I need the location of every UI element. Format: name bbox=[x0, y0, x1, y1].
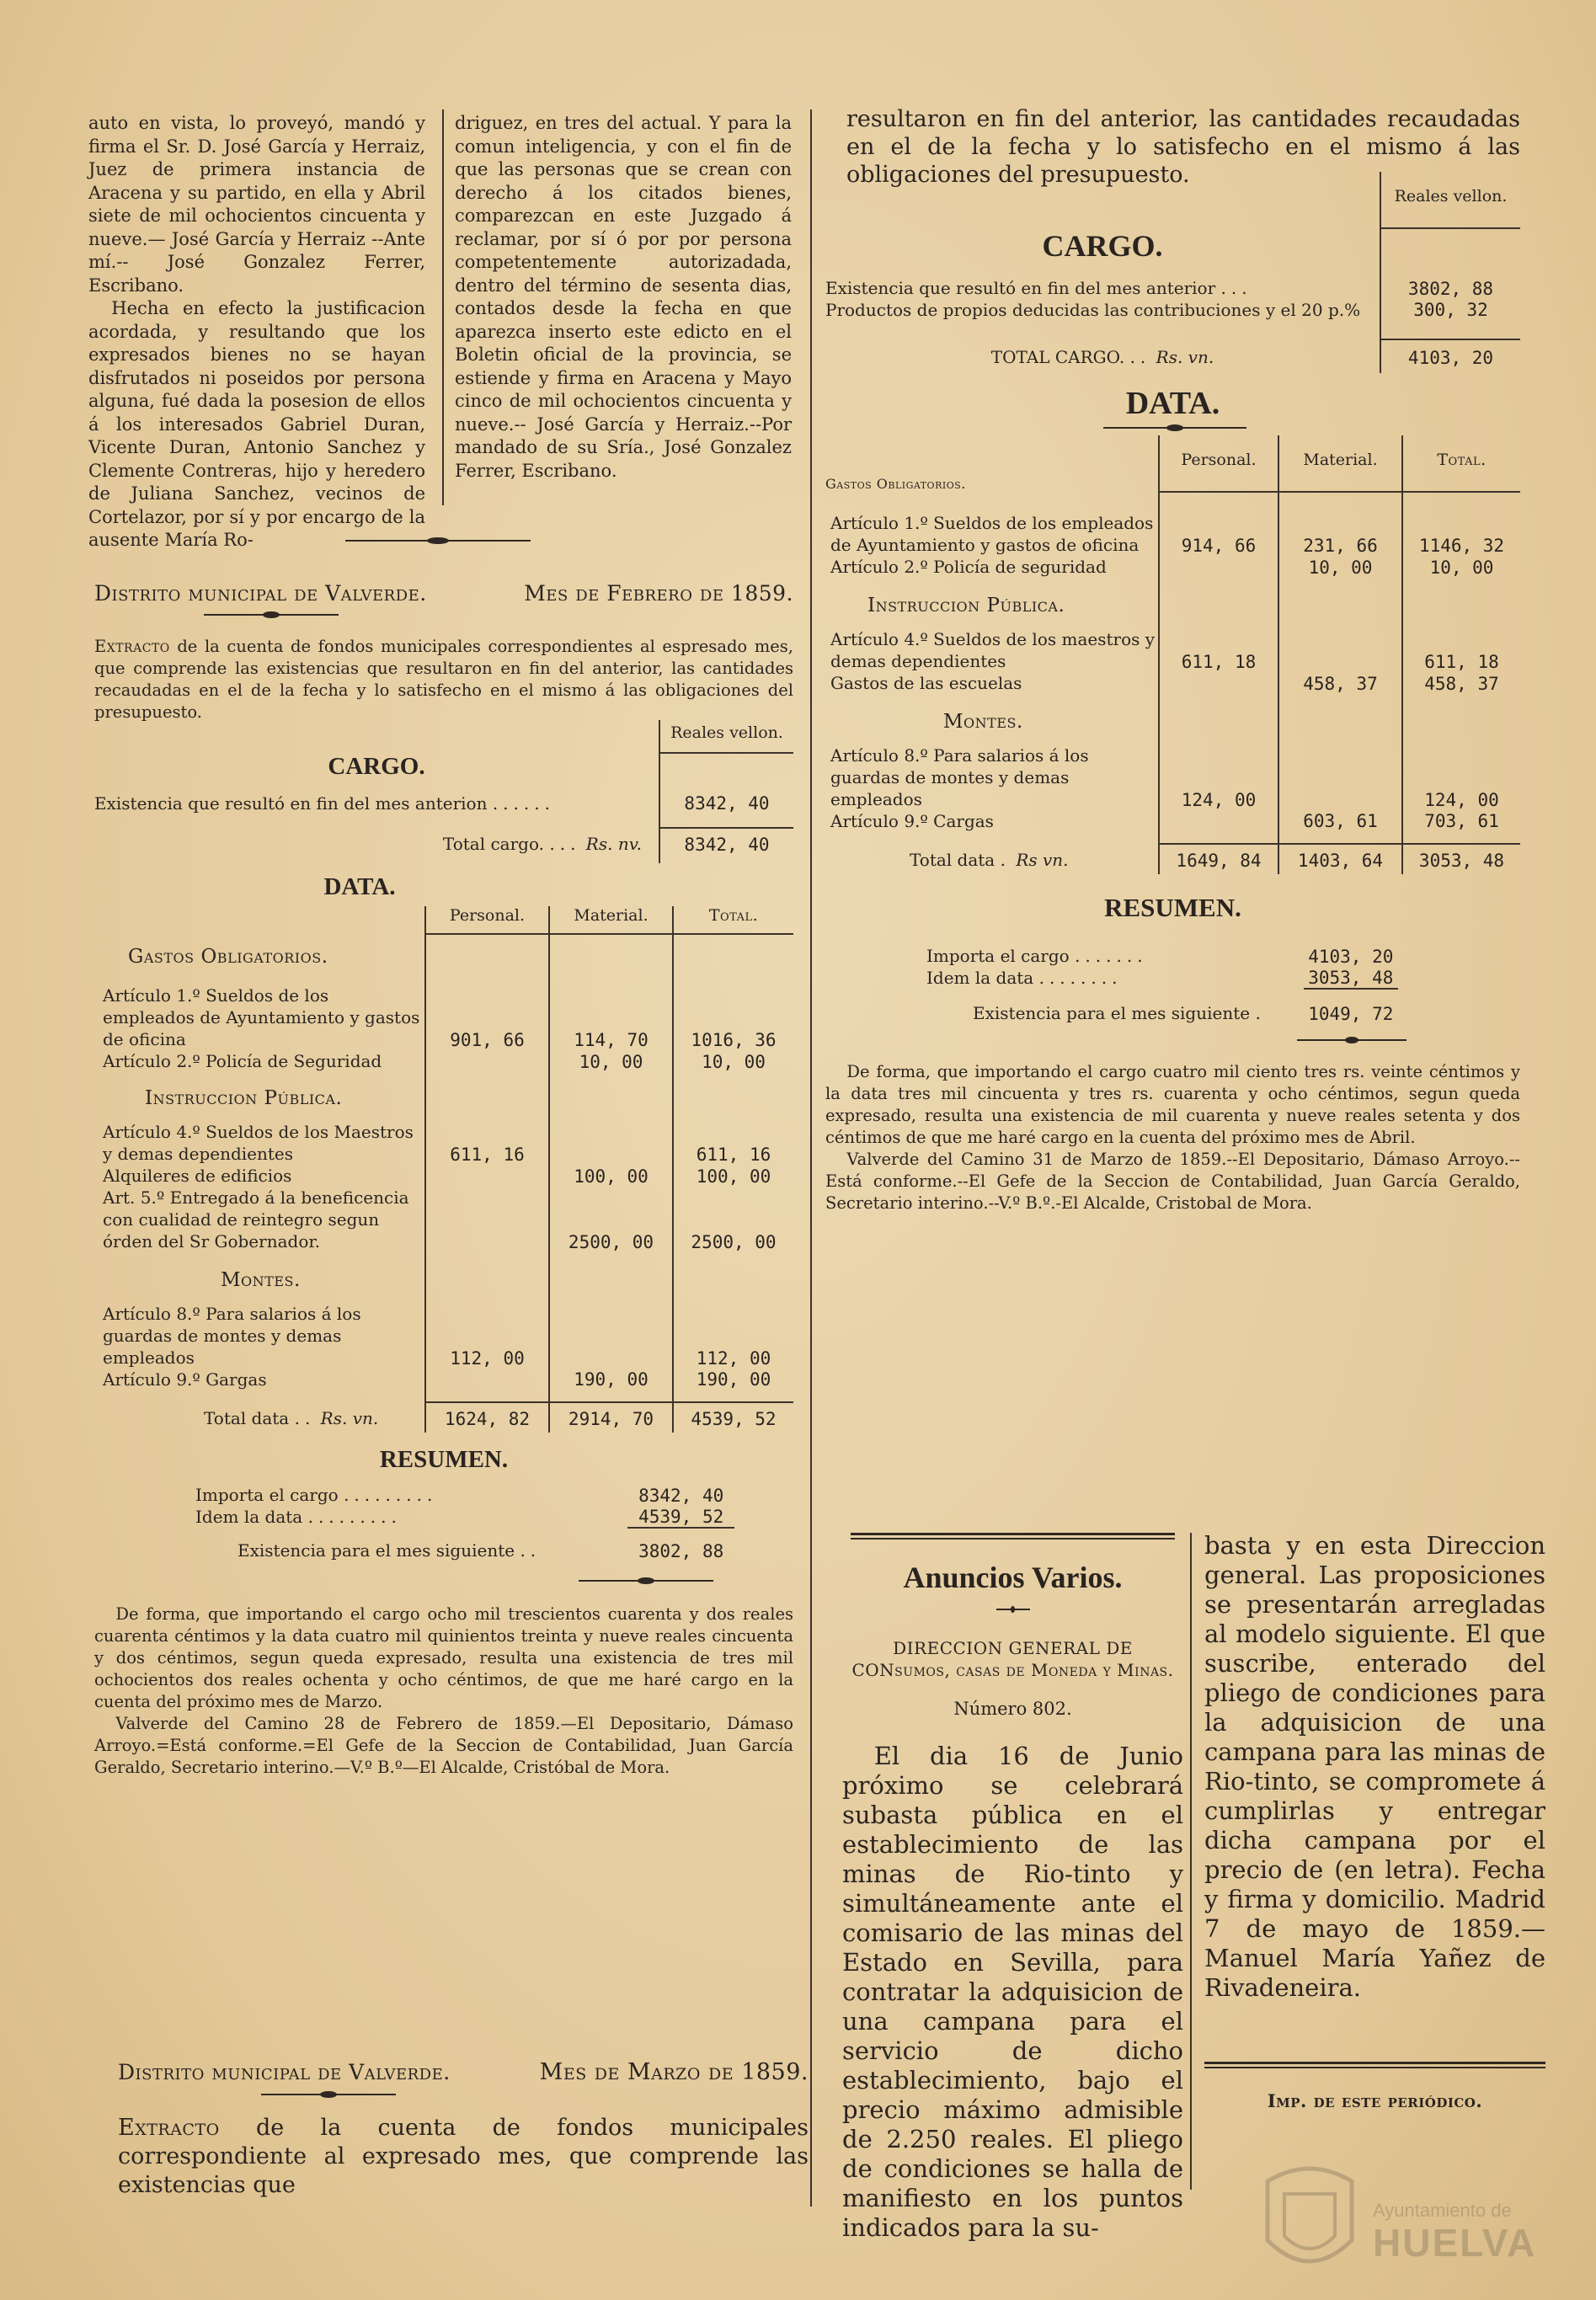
mar-total-data-label: Total data bbox=[910, 850, 995, 870]
mar-escuelas-material: 458, 37 bbox=[1278, 672, 1402, 694]
mar-total-data-unit: Rs vn. bbox=[1016, 850, 1069, 870]
total-cargo-unit: Rs. nv. bbox=[585, 834, 642, 854]
mar-total-cargo-label: TOTAL CARGO. bbox=[990, 347, 1125, 367]
mar-district-title: Distrito municipal de Valverde. bbox=[118, 2060, 451, 2084]
mar-art2-total: 10, 00 bbox=[1402, 556, 1520, 578]
march-account bbox=[825, 105, 1520, 1214]
ads-body-1: El dia 16 de Junio próximo se celebrará subasta pública en el establecimiento de las minas de Rio-tinto y simultáneamente ante el comisario de las minas del Estado en Sevilla, para contratar la adquisicion de una campana para el servicio de dicho establecimiento, bajo el precio máximo admisible de 2.250 reales. El pliego de condiciones se halla de manifiesto en los puntos indicados para la su- bbox=[842, 1741, 1183, 2242]
ads-title: Anuncios Varios. bbox=[903, 1560, 1123, 1594]
mar-col-total: Total. bbox=[1402, 435, 1520, 492]
mar-col-personal: Personal. bbox=[1159, 435, 1278, 492]
court-text-3: driguez, en tres del actual. Y para la comun inteligencia, y con el fin de que las personas que se crean con derecho á los citados bienes, comparezcan en este Juzgado á reclamar, por sí ó por por persona competentemente autorizadada, dentro del término de sesenta dias, contados desde la fecha en que aparezca inserto este edicto en el Boletin oficial de la provincia, se estiende y firma en Aracena y Mayo cinco de mil ochocientos cincuenta y nueve.-- José García y Herraiz.--Por mandado de su Sría., José Gonzalez Ferrer, Escribano. bbox=[455, 113, 792, 481]
mar-data-ornament bbox=[1103, 424, 1246, 432]
mar-extract-start: de la cuenta de fondos municipales correspondiente al expresado mes, que comprende las existencias que bbox=[118, 2115, 809, 2198]
alq-material: 100, 00 bbox=[549, 1165, 673, 1187]
february-header bbox=[94, 581, 793, 606]
mar-total-cargo-value: 4103, 20 bbox=[1380, 339, 1520, 373]
art1-material: 114, 70 bbox=[549, 985, 673, 1050]
mar-cargo-title: CARGO. bbox=[1042, 229, 1163, 263]
mar-cargo-row1-label: Existencia que resultó en fin del mes anterior bbox=[825, 278, 1216, 298]
mar-data-table: Gastos Obligatorios. Personal. Material. Total. Artículo 1.º Sueldos de los empleados de Ayuntamiento y gastos de oficina 914, 66 231, 66 1146, 32 Artículo 2.º Policía de seguridad 10, 00 10, 00 Instruccion Pública. Artículo 4.º Sueldos de los maestros y demas dependientes 611, 18 611, 18 Gastos de las escuelas 458, 37 458, 37 Montes. Artículo 8.º Para salarios á los guardas de montes y demas empleados 124, 00 124, 00 Artículo 9.º Cargas 603, 61 703, 61 Total data . Rs vn. 1649, 84 1403, 64 3053, 48 bbox=[825, 435, 1520, 874]
mar-exist-label: Existencia para el mes siguiente bbox=[973, 1003, 1251, 1023]
mar-extract-paragraph bbox=[118, 2114, 809, 2200]
cargo-title: CARGO. bbox=[328, 753, 425, 780]
exist-value: 3802, 88 bbox=[627, 1528, 734, 1561]
alq-total: 100, 00 bbox=[673, 1165, 793, 1187]
art8-label: Artículo 8.º Para salarios á los guardas de montes y demas empleados bbox=[103, 1304, 361, 1368]
top-left-column-rule bbox=[442, 109, 444, 505]
top-text-col1 bbox=[88, 112, 425, 552]
march-header bbox=[118, 2059, 809, 2085]
mar-art9-material: 603, 61 bbox=[1278, 810, 1402, 844]
instr-title: Instruccion Pública. bbox=[145, 1087, 343, 1109]
extract-label: Extracto bbox=[94, 637, 170, 656]
montes-title: Montes. bbox=[221, 1269, 301, 1291]
mar-data-title: DATA. bbox=[1125, 386, 1220, 421]
idem-data-label: Idem la data bbox=[195, 1507, 303, 1527]
art1-personal: 901, 66 bbox=[425, 985, 549, 1050]
mar-total-personal: 1649, 84 bbox=[1159, 844, 1278, 874]
mar-imp-cargo-label: Importa el cargo bbox=[926, 946, 1070, 966]
feb-closing: De forma, que importando el cargo ocho mil trescientos cuarenta y dos reales cuarenta céntimos y la data cuatro mil quinientos treinta y nueve reales cincuenta y dos céntimos, segun queda expresado, resulta una existencia de tres mil ochocientos dos reales ochenta y ocho céntimos, de que me haré cargo en la cuenta del próximo mes de Marzo. bbox=[94, 1604, 793, 1711]
extract-text: de la cuenta de fondos municipales correspondientes al espresado mes, que comprende las existencias que resultaron en fin del anterior, las cantidades recaudadas en el de la fecha y lo satisfecho en el mismo á las obligaciones del presupuesto. bbox=[94, 637, 793, 722]
mar-escuelas-label: Gastos de las escuelas bbox=[830, 673, 1022, 693]
mar-reales-head: Reales vellon. bbox=[1380, 172, 1520, 228]
mar-resumen-table: Importa el cargo ....... 4103, 20 Idem la data ........ 3053, 48 Existencia para el mes siguiente . 1049, 72 bbox=[926, 945, 1398, 1024]
resumen-ornament bbox=[579, 1577, 713, 1585]
mar-cargo-table: Reales vellon. CARGO. Existencia que resultó en fin del mes anterior ... 3802, 88 Productos de propios deducidas las contribuciones y el 20 p.% 300, 32 TOTAL CARGO. .. Rs. vn. 4103, 20 bbox=[825, 172, 1520, 373]
art1-total: 1016, 36 bbox=[673, 985, 793, 1050]
ads-number: Número 802. bbox=[953, 1698, 1072, 1719]
ads-ornament bbox=[996, 1605, 1030, 1614]
march-header-block bbox=[118, 2059, 809, 2200]
mar-col-material: Material. bbox=[1278, 435, 1402, 492]
imp-cargo-value: 8342, 40 bbox=[638, 1486, 724, 1506]
art2-label: Artículo 2.º Policía de Seguridad bbox=[103, 1051, 382, 1071]
mar-art4-label: Artículo 4.º Sueldos de los maestros y demas dependientes bbox=[830, 629, 1156, 671]
art4-label: Artículo 4.º Sueldos de los Maestros y demas dependientes bbox=[103, 1122, 414, 1164]
separator-ornament bbox=[345, 536, 531, 545]
total-cargo-value: 8342, 40 bbox=[659, 828, 793, 863]
mar-art8-personal: 124, 00 bbox=[1159, 744, 1278, 810]
ads-section-col2 bbox=[1204, 1531, 1545, 2112]
gastos-title: Gastos Obligatorios. bbox=[128, 946, 328, 968]
mar-art2-material: 10, 00 bbox=[1278, 556, 1402, 578]
total-data-unit: Rs. vn. bbox=[320, 1408, 379, 1428]
mar-gastos-title: Gastos Obligatorios. bbox=[825, 476, 966, 492]
march-header-ornament bbox=[261, 2090, 396, 2099]
art1-label: Artículo 1.º Sueldos de los empleados de Ayuntamiento y gastos de oficina bbox=[103, 985, 420, 1049]
mar-art2-label: Artículo 2.º Policía de seguridad bbox=[830, 557, 1107, 577]
mar-extract-cont: resultaron en fin del anterior, las cantidades recaudadas en el de la fecha y lo satisfecho en el mismo á las obligaciones del presupuesto. bbox=[846, 106, 1520, 188]
art9-total: 190, 00 bbox=[673, 1369, 793, 1402]
mar-cargo-row1-value: 3802, 88 bbox=[1380, 277, 1520, 299]
mar-art9-total: 703, 61 bbox=[1402, 810, 1520, 844]
mar-art1-personal: 914, 66 bbox=[1159, 492, 1278, 556]
extract-paragraph bbox=[94, 636, 793, 723]
data-title: DATA. bbox=[323, 873, 396, 900]
mar-art8-total: 124, 00 bbox=[1402, 744, 1520, 810]
mar-total-material: 1403, 64 bbox=[1278, 844, 1402, 874]
mar-art9-label: Artículo 9.º Cargas bbox=[830, 811, 994, 831]
feb-resumen-table: Importa el cargo ......... 8342, 40 Idem la data ......... 4539, 52 Existencia para el mes siguiente .. 3802, 88 bbox=[195, 1484, 734, 1561]
art8-personal: 112, 00 bbox=[425, 1303, 549, 1369]
mar-total-cargo-unit: Rs. vn. bbox=[1156, 347, 1214, 367]
col-material: Material. bbox=[549, 906, 673, 934]
archive-watermark bbox=[1255, 2156, 1588, 2291]
mar-cargo-row2-value: 300, 32 bbox=[1380, 299, 1520, 339]
mar-art8-label: Artículo 8.º Para salarios á los guardas de montes y demas empleados bbox=[830, 745, 1089, 809]
month-title: Mes de Febrero de 1859. bbox=[524, 581, 793, 606]
mar-art4-personal: 611, 18 bbox=[1159, 628, 1278, 672]
top-text-col2 bbox=[455, 112, 792, 483]
art4-total: 611, 16 bbox=[673, 1121, 793, 1165]
alq-label: Alquileres de edificios bbox=[103, 1166, 292, 1186]
art8-total: 112, 00 bbox=[673, 1303, 793, 1369]
court-text-2: Hecha en efecto la justificacion acordada, y resultando que los expresados bienes no se hayan disfrutados ni poseidos por persona alguna, fué dada la posesion de ellos á los interesados Gabriel Duran, Vicente Duran, Antonio Sanchez y Clemente Contreras, hijo y heredero de Juliana Sanchez, vecinos de Cortelazor, por sí y por encargo de la ausente María Ro- bbox=[88, 298, 425, 550]
watermark-line1: Ayuntamiento de bbox=[1373, 2200, 1512, 2221]
art2-total: 10, 00 bbox=[673, 1050, 793, 1072]
imp-cargo-label: Importa el cargo bbox=[195, 1485, 339, 1505]
mar-art1-material: 231, 66 bbox=[1278, 492, 1402, 556]
ads-top-rule bbox=[851, 1533, 1175, 1535]
mar-month-title: Mes de Marzo de 1859. bbox=[539, 2059, 809, 2085]
reales-head: Reales vellon. bbox=[659, 720, 793, 753]
feb-cargo-table: Reales vellon. CARGO. Existencia que resultó en fin del mes anterion ...... 8342, 40 Total cargo. ... Rs. nv. 8342, 40 bbox=[94, 720, 793, 863]
header-ornament bbox=[204, 611, 339, 619]
ads-org: DIRECCION GENERAL DE CONsumos, casas de Moneda y Minas. bbox=[851, 1637, 1174, 1680]
resumen-title: RESUMEN. bbox=[379, 1446, 509, 1473]
mar-cargo-row2-label: Productos de propios deducidas las contribuciones y el 20 p.% bbox=[825, 300, 1361, 320]
mar-closing: De forma, que importando el cargo cuatro mil ciento tres rs. veinte céntimos y la data tres mil cincuenta y tres rs. cuarenta y ocho céntimos, segun queda expresado, resulta una existencia de mil cuarenta y nueve reales setenta y dos céntimos de que me haré cargo en la cuenta del próximo mes de Abril. bbox=[825, 1062, 1520, 1147]
mar-art4-total: 611, 18 bbox=[1402, 628, 1520, 672]
left-right-column-rule bbox=[810, 109, 812, 2207]
february-account bbox=[94, 581, 793, 1779]
shield-icon bbox=[1255, 2156, 1364, 2282]
total-cargo-label: Total cargo. bbox=[442, 834, 544, 854]
mar-idem-data-value: 3053, 48 bbox=[1308, 968, 1394, 988]
feb-signature: Valverde del Camino 28 de Febrero de 1859.—El Depositario, Dámaso Arroyo.=Está conforme.=El Gefe de la Seccion de Contabilidad, Juan García Geraldo, Secretario interino.—V.º B.º—El Alcalde, Cristóbal de Mora. bbox=[94, 1714, 793, 1777]
mar-resumen-ornament bbox=[1297, 1036, 1407, 1044]
district-title: Distrito municipal de Valverde. bbox=[94, 581, 427, 606]
art4-personal: 611, 16 bbox=[425, 1121, 549, 1165]
mar-signature: Valverde del Camino 31 de Marzo de 1859.--El Depositario, Dámaso Arroyo.--Está conforme.--El Gefe de la Seccion de Contabilidad, Juan García Geraldo, Secretario interino.--V.º B.º.-El Alcalde, Cristobal de Mora. bbox=[825, 1150, 1520, 1213]
art9-material: 190, 00 bbox=[549, 1369, 673, 1402]
watermark-line2: HUELVA bbox=[1373, 2221, 1537, 2265]
ads-body-2: basta y en esta Direccion general. Las proposiciones se presentarán arregladas al modelo siguiente. El que suscribe, enterado del pliego de condiciones para la adquisicion de una campana para las minas de Rio-tinto, se compromete á cumplirlas y entregar dicha campana por el precio de (en letra). Fecha y firma y domicilio. Madrid 7 de mayo de 1859.—Manuel María Yañez de Rivadeneira. bbox=[1204, 1531, 1545, 2002]
art5-total: 2500, 00 bbox=[673, 1187, 793, 1252]
art9-label: Artículo 9.º Gargas bbox=[103, 1369, 267, 1390]
cargo-row-value: 8342, 40 bbox=[659, 792, 793, 828]
mar-resumen-title: RESUMEN. bbox=[1104, 893, 1241, 922]
total-material: 2914, 70 bbox=[549, 1402, 673, 1433]
mar-idem-data-label: Idem la data bbox=[926, 968, 1034, 988]
art5-material: 2500, 00 bbox=[549, 1187, 673, 1252]
idem-data-value: 4539, 52 bbox=[638, 1507, 724, 1527]
mar-montes-title: Montes. bbox=[943, 711, 1023, 733]
mar-art1-label: Artículo 1.º Sueldos de los empleados de Ayuntamiento y gastos de oficina bbox=[830, 513, 1154, 555]
imprint: Imp. de este periódico. bbox=[1267, 2089, 1483, 2111]
mar-escuelas-total: 458, 37 bbox=[1402, 672, 1520, 694]
mar-total-total: 3053, 48 bbox=[1402, 844, 1520, 874]
mar-extract-label: Extracto bbox=[118, 2115, 220, 2141]
col-personal: Personal. bbox=[425, 906, 549, 934]
total-personal: 1624, 82 bbox=[425, 1402, 549, 1433]
exist-label: Existencia para el mes siguiente bbox=[238, 1540, 515, 1561]
art2-material: 10, 00 bbox=[549, 1050, 673, 1072]
total-total: 4539, 52 bbox=[673, 1402, 793, 1433]
feb-data-table: Personal. Material. Total. Gastos Obligatorios. Artículo 1.º Sueldos de los empleados de Ayuntamiento y gastos de oficina 901, 66 114, 70 1016, 36 Artículo 2.º Policía de Seguridad 10, 00 10, 00 Instruccion Pública. Artículo 4.º Sueldos de los Maestros y demas dependientes 611, 16 611, 16 Alquileres de edificios 100, 00 100, 00 Art. 5.º Entregado á la beneficencia con cualidad de reintegro segun órden del Sr Gobernador. 2500, 00 2500, 00 Montes. Artículo 8.º Para salarios á los guardas de montes y demas empleados 112, 00 112, 00 Artículo 9.º Gargas 190, 00 190, 00 Total data .. Rs. vn. 1624, 82 2914, 70 4539, 52 bbox=[94, 906, 793, 1433]
total-data-label: Total data bbox=[204, 1408, 290, 1428]
mar-imp-cargo-value: 4103, 20 bbox=[1308, 947, 1394, 967]
mar-instr-title: Instruccion Pública. bbox=[867, 595, 1065, 616]
imprint-rule bbox=[1204, 2062, 1545, 2064]
mar-art1-total: 1146, 32 bbox=[1402, 492, 1520, 556]
col-total: Total. bbox=[673, 906, 793, 934]
mar-exist-value: 1049, 72 bbox=[1304, 989, 1398, 1024]
cargo-row-label: Existencia que resultó en fin del mes anterion bbox=[94, 793, 488, 814]
court-text-1: auto en vista, lo proveyó, mandó y firma el Sr. D. José García y Herraiz, Juez de primera instancia de Aracena y su partido, en ella y Abril siete de mil ochocientos cincuenta y nueve.— José García y Herraiz --Ante mí.-- José Gonzalez Ferrer, Escribano. bbox=[88, 113, 425, 296]
ads-section bbox=[842, 1533, 1183, 2243]
art5-label: Art. 5.º Entregado á la beneficencia con cualidad de reintegro segun órden del Sr Gobernador. bbox=[103, 1187, 409, 1251]
ad-column-rule bbox=[1190, 1533, 1192, 2190]
